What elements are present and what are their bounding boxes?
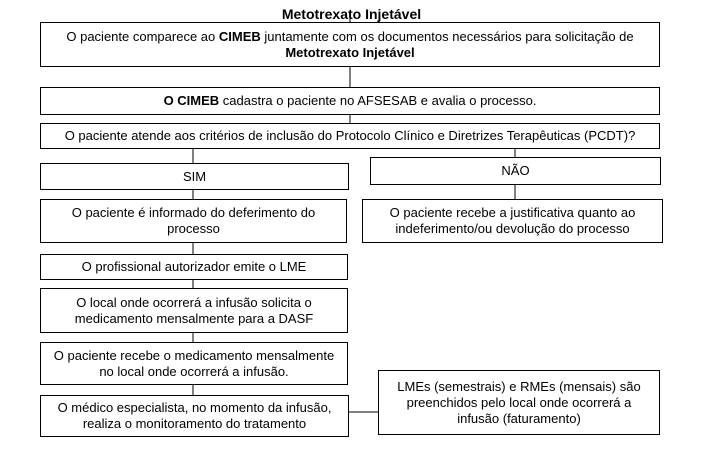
branch-sim-label: SIM — [182, 168, 207, 184]
note-lme-rme-billing — [378, 370, 660, 435]
step3-text: O paciente atende aos critérios de inclusão do Protocolo Clínico e Diretrizes Terapêuticas (PCDT)? — [64, 128, 636, 143]
step-criteria-question — [40, 123, 660, 149]
step-rejection-justification — [362, 199, 663, 243]
branch-sim — [40, 163, 349, 190]
step2-rest: cadastra o paciente no AFSESAB e avalia o processo. — [219, 93, 537, 108]
side-note-text: LMEs (semestrais) e RMEs (mensais) são preenchidos pelo local onde ocorrerá a infusão (faturamento) — [397, 378, 641, 426]
sim-step4-text: O paciente recebe o medicamento mensalmente no local onde ocorrerá a infusão. — [53, 347, 335, 379]
sim-step1-text: O paciente é informado do deferimento do processo — [71, 205, 316, 236]
step1-prefix: O paciente comparece ao — [66, 28, 219, 44]
step-monitoring — [40, 395, 349, 437]
sim-step5-text: O médico especialista, no momento da infusão, realiza o monitoramento do tratamento — [57, 400, 332, 431]
diagram-title: Metotrexato Injetável — [281, 6, 422, 22]
branch-nao — [370, 157, 661, 185]
branch-nao-label: NÃO — [501, 163, 530, 178]
step2-bold: O CIMEB — [163, 93, 220, 108]
sim-step2-text: O profissional autorizador emite o LME — [81, 259, 307, 274]
step-patient-arrives — [40, 22, 660, 67]
step1-middle: juntamente com os documentos necessários para solicitação de — [260, 28, 634, 44]
nao-step1-text: O paciente recebe a justificativa quanto ao indeferimento/ou devolução do processo — [389, 205, 636, 236]
step-issues-lme — [40, 254, 348, 280]
step1-bold-cimeb: CIMEB — [218, 28, 261, 44]
step-requests-medication — [40, 288, 348, 333]
step-cimeb-registers — [40, 87, 660, 115]
sim-step3-text: O local onde ocorrerá a infusão solicita o medicamento mensalmente para a DASF — [74, 294, 314, 326]
step1-bold-drug: Metotrexato Injetável — [285, 44, 415, 60]
step-receives-medication — [40, 342, 348, 385]
step-informed-approval — [40, 199, 347, 243]
